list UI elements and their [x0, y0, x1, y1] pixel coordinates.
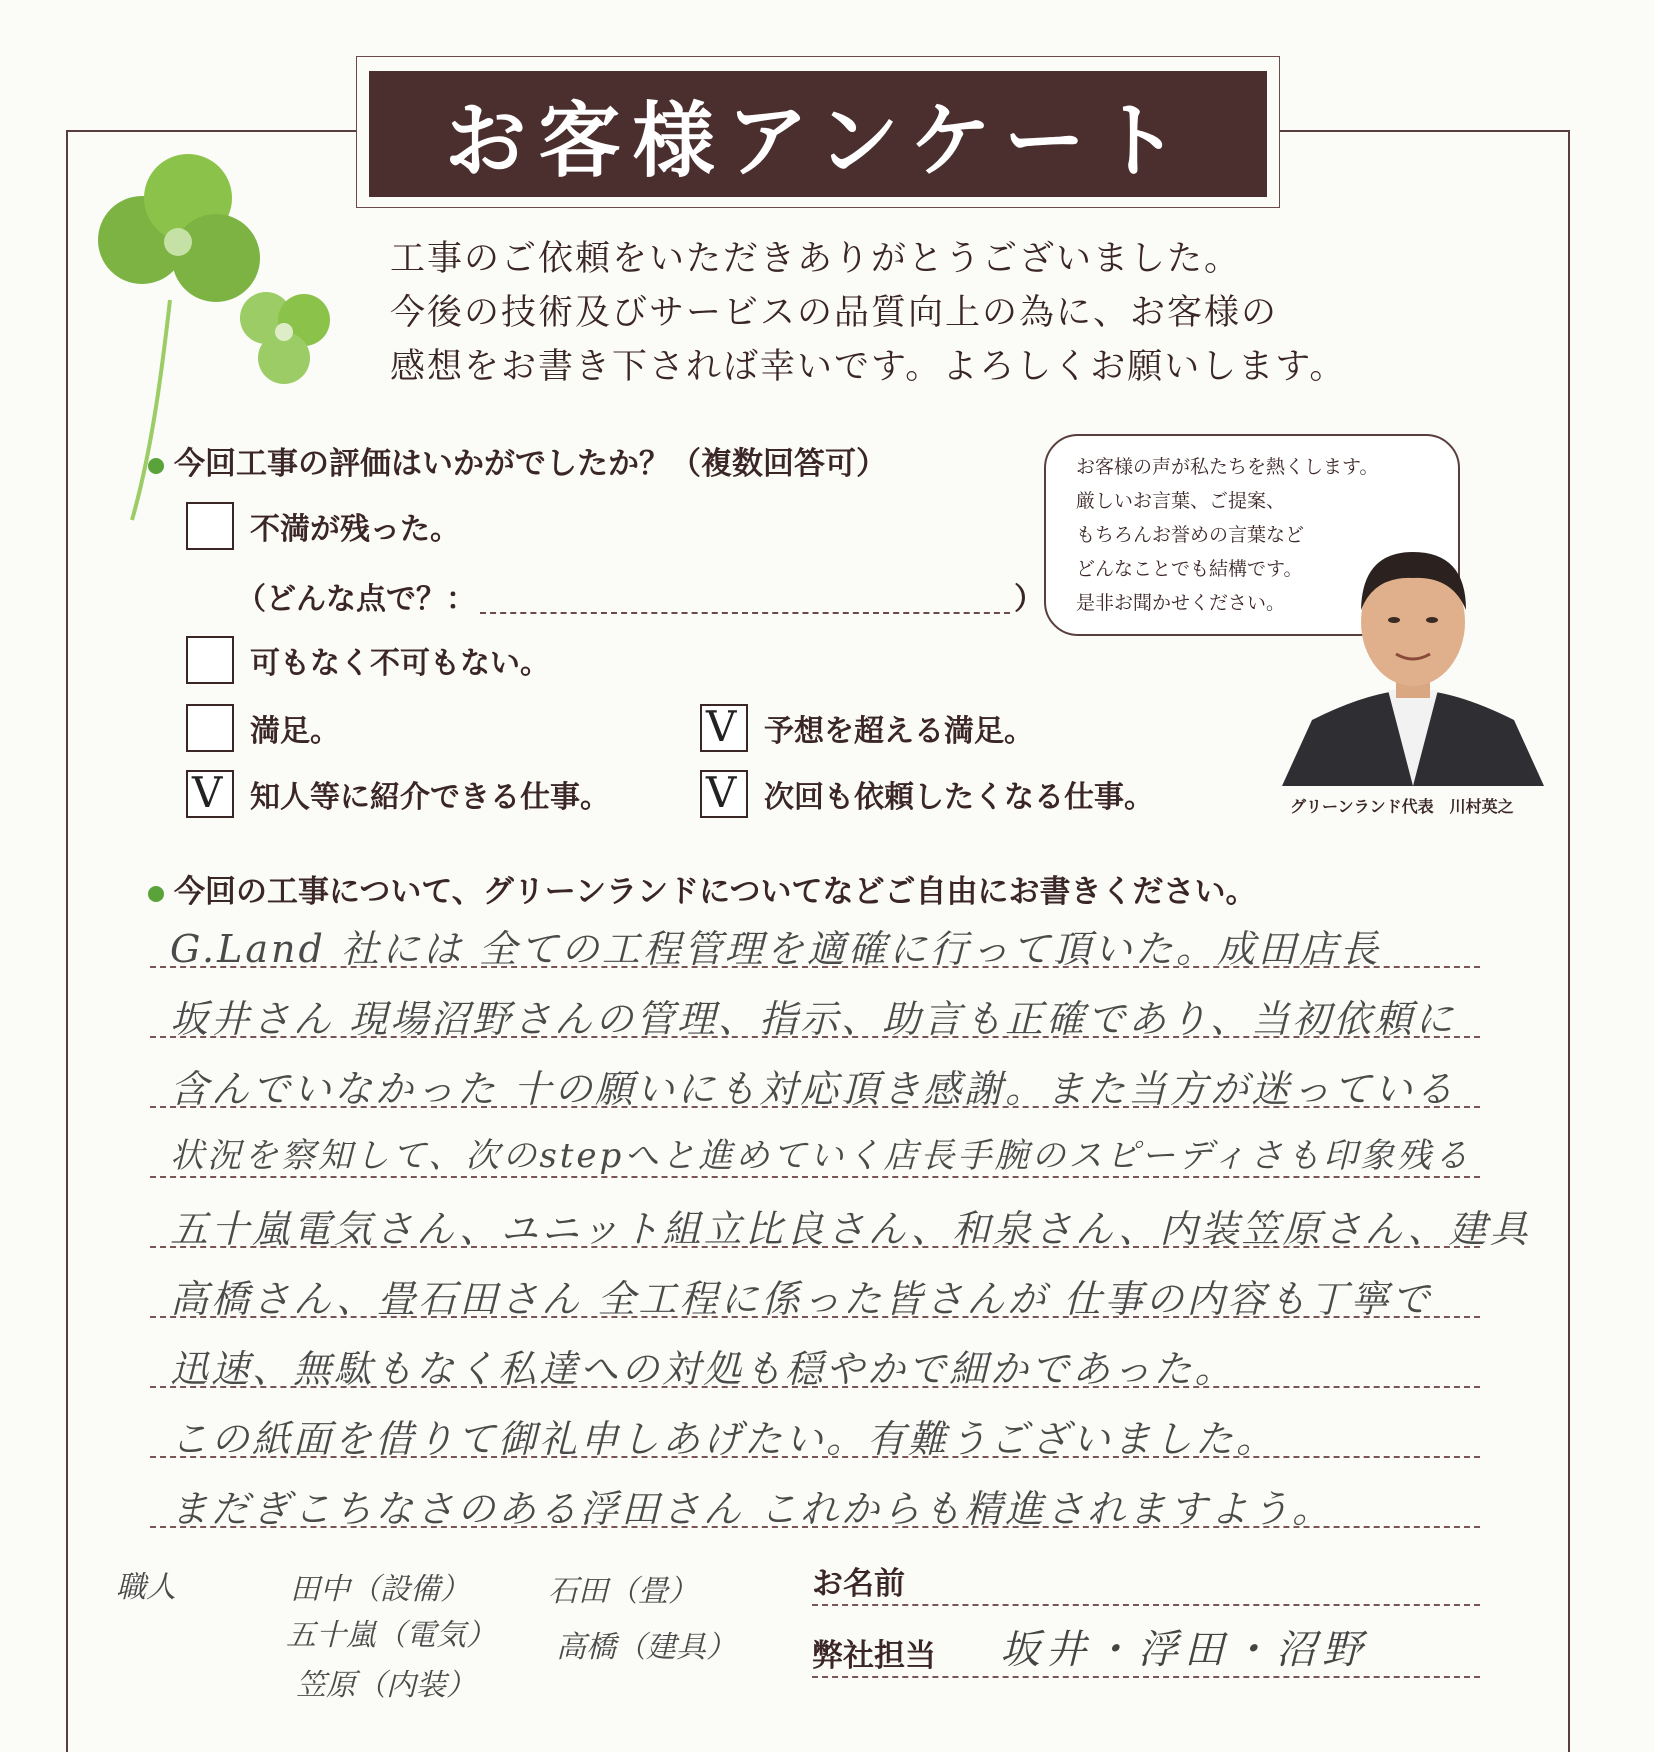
option-label: 不満が残った。	[250, 512, 460, 547]
writing-line	[150, 1176, 1480, 1178]
representative-photo	[1282, 540, 1544, 786]
detail-prompt: （どんな点で？：	[236, 582, 476, 617]
checkbox-checked[interactable]	[700, 704, 748, 752]
title-frame	[356, 56, 1280, 208]
bubble-line: もちろんお誉めの言葉など	[1076, 524, 1305, 546]
option-recommend[interactable]	[186, 770, 610, 818]
comment-line: 含んでいなかった 十の願いにも対応頂き感謝。また当方が迷っている	[170, 1067, 1457, 1111]
option-label: 次回も依頼したくなる仕事。	[764, 780, 1154, 815]
checkbox[interactable]	[186, 636, 234, 684]
intro-line: 工事のご依頼をいただきありがとうございました。	[390, 239, 1242, 279]
worker-entry: 高橋（建具）	[556, 1630, 736, 1665]
clover-small-icon	[226, 280, 346, 400]
staff-label: 弊社担当	[812, 1638, 936, 1674]
option-exceeded[interactable]	[700, 704, 1034, 752]
writing-line	[150, 1386, 1480, 1388]
writing-line	[150, 966, 1480, 968]
worker-entry: 石田（畳）	[548, 1574, 698, 1609]
worker-entry: 笠原（内装）	[296, 1668, 476, 1703]
checkbox[interactable]	[186, 704, 234, 752]
comment-line: 坂井さん 現場沼野さんの管理、指示、助言も正確であり、当初依頼に	[170, 997, 1457, 1041]
comment-line: この紙面を借りて御礼申しあげたい。有難うございました。	[170, 1417, 1278, 1461]
writing-line	[150, 1246, 1480, 1248]
writing-line	[150, 1456, 1480, 1458]
comment-line: G.Land 社には 全ての工程管理を適確に行って頂いた。成田店長	[170, 927, 1381, 971]
option-dissatisfied[interactable]	[186, 502, 460, 550]
option-neutral[interactable]	[186, 636, 550, 684]
representative-caption: グリーンランド代表 川村英之	[1290, 797, 1514, 816]
workers-label: 職人	[116, 1570, 176, 1605]
option-satisfied[interactable]	[186, 704, 340, 752]
detail-prompt-close: ）	[1014, 582, 1044, 617]
writing-line	[150, 1106, 1480, 1108]
bullet-icon	[148, 886, 164, 902]
option-label: 可もなく不可もない。	[250, 646, 550, 681]
staff-input-line[interactable]	[812, 1676, 1480, 1678]
comment-line: まだぎこちなさのある浮田さん これからも精進されますよう。	[170, 1487, 1334, 1531]
q1-heading: 今回工事の評価はいかがでしたか？（複数回答可）	[148, 438, 887, 483]
checkbox-checked[interactable]	[186, 770, 234, 818]
checkbox-checked[interactable]	[700, 770, 748, 818]
name-input-line[interactable]	[812, 1604, 1480, 1606]
writing-line	[150, 1316, 1480, 1318]
bubble-line: 是非お聞かせください。	[1076, 592, 1286, 614]
bubble-line: 厳しいお言葉、ご提案、	[1076, 490, 1286, 512]
page-title: お客様アンケート	[369, 71, 1267, 197]
staff-value: 坂井・浮田・沼野	[1000, 1627, 1368, 1673]
check-mark-icon: V	[706, 768, 737, 817]
intro-line: 今後の技術及びサービスの品質向上の為に、お客様の	[390, 293, 1279, 333]
check-mark-icon: V	[192, 768, 223, 817]
bubble-line: お客様の声が私たちを熱くします。	[1076, 456, 1379, 478]
comment-line: 五十嵐電気さん、ユニット組立比良さん、和泉さん、内装笠原さん、建具	[170, 1207, 1531, 1251]
name-label: お名前	[812, 1566, 905, 1602]
check-mark-icon: V	[706, 702, 737, 751]
worker-entry: 田中（設備）	[290, 1572, 470, 1607]
option-label: 知人等に紹介できる仕事。	[250, 780, 610, 815]
writing-line	[150, 1526, 1480, 1528]
writing-line	[150, 1036, 1480, 1038]
option-repeat[interactable]	[700, 770, 1154, 818]
intro-line: 感想をお書き下されば幸いです。よろしくお願いします。	[390, 347, 1347, 387]
detail-input-line[interactable]	[480, 612, 1010, 614]
comment-line: 高橋さん、畳石田さん 全工程に係った皆さんが 仕事の内容も丁寧で	[170, 1277, 1433, 1321]
intro-text	[390, 232, 1346, 394]
option-label: 満足。	[250, 714, 340, 749]
bubble-line: どんなことでも結構です。	[1076, 558, 1303, 580]
worker-entry: 五十嵐（電気）	[286, 1618, 496, 1653]
checkbox[interactable]	[186, 502, 234, 550]
bullet-icon	[148, 458, 164, 474]
comment-line: 迅速、無駄もなく私達への対処も穏やかで細かであった。	[170, 1347, 1236, 1391]
q2-heading: 今回の工事について、グリーンランドについてなどご自由にお書きください。	[148, 866, 1257, 911]
comment-line: 状況を察知して、次のstepへと進めていく店長手腕のスピーディさも印象残る	[170, 1136, 1472, 1176]
option-label: 予想を超える満足。	[764, 714, 1034, 749]
